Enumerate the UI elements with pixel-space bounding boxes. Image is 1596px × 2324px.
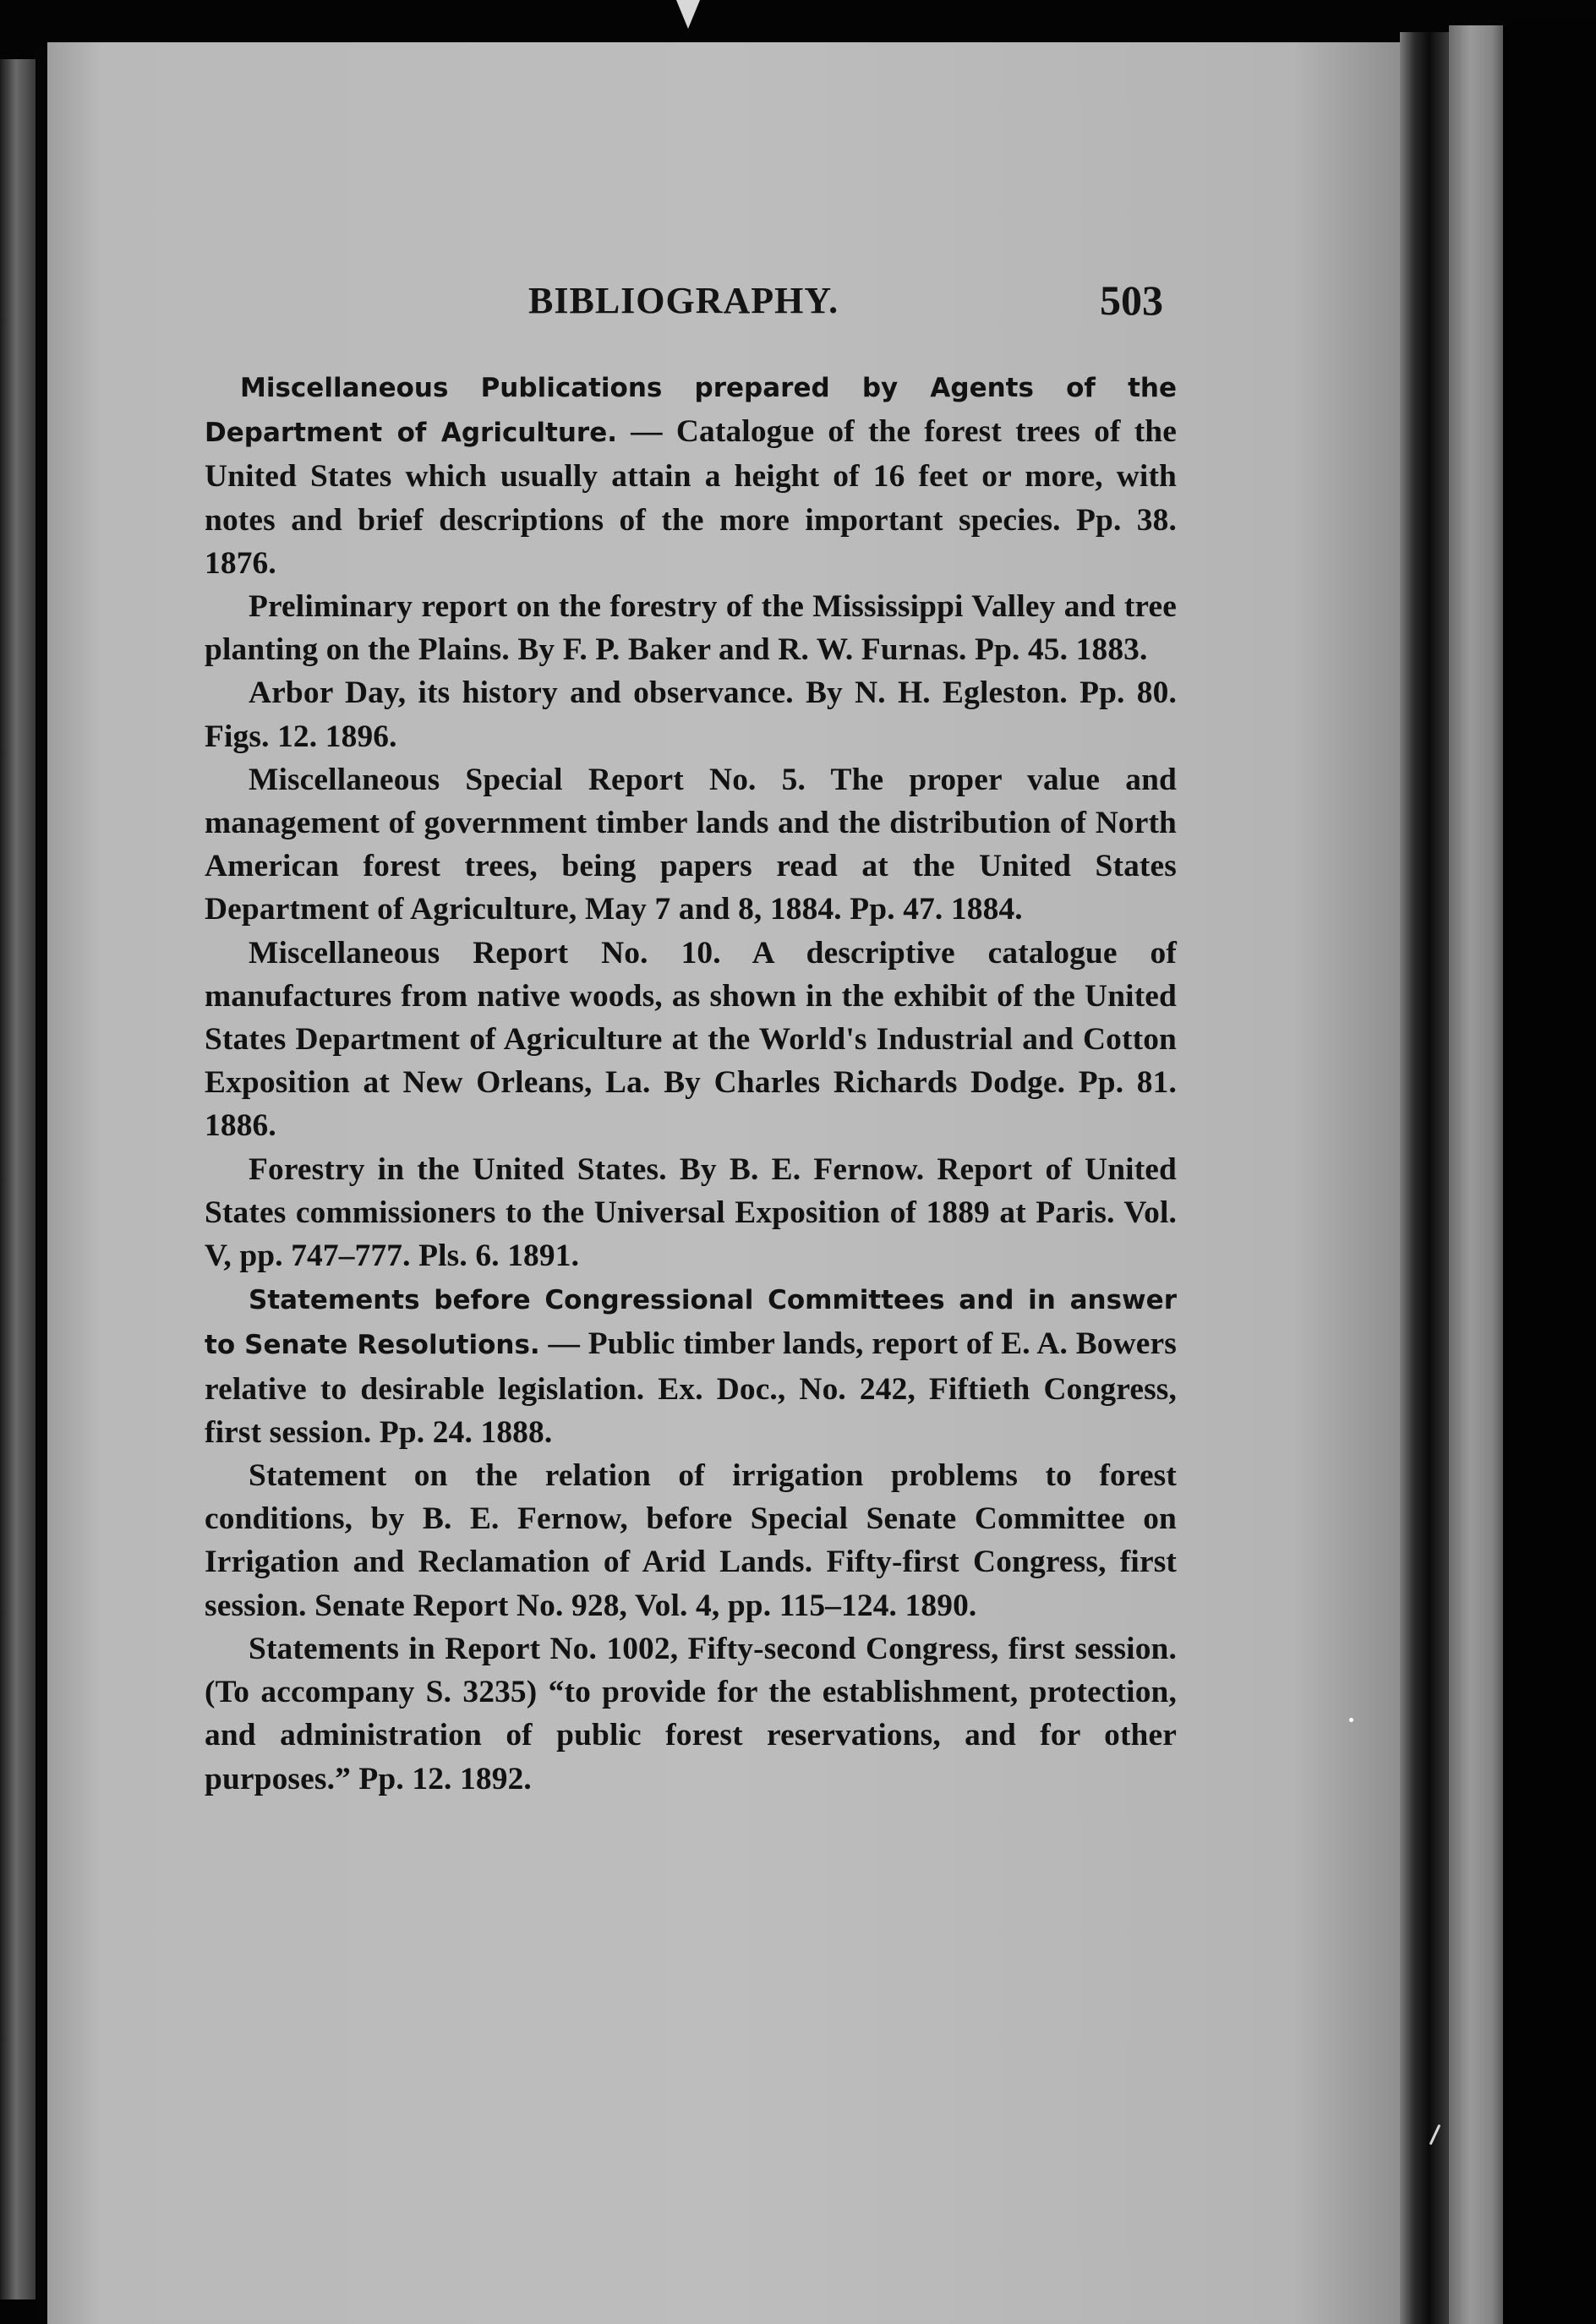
entry-paragraph: [205, 365, 1177, 585]
entry-paragraph: Statements in Report No. 1002, Fifty-second Congress, first session. (To accompany S. 3235) “to provide for the establishment, protection, and administration of public forest reservations, and for other purposes.” Pp. 12. 1892.: [205, 1631, 1177, 1796]
entry-text: Public timber lands, report of E. A. Bowers relative to desirable legislation. Ex. Doc., No. 242, Fiftieth Congress, first session. Pp. 24. 1888.: [205, 1326, 1177, 1450]
entry-paragraph: Statement on the relation of irrigation problems to forest conditions, by B. E. Fernow, before Special Senate Committee on Irrigation and Reclamation of Arid Lands. Fifty-first Congress, first session. Senate Report No. 928, Vol. 4, pp. 115–124. 1890.: [205, 1458, 1177, 1623]
entry-paragraph: Arbor Day, its history and observance. By N. H. Egleston. Pp. 80. Figs. 12. 1896.: [205, 675, 1177, 754]
entry-paragraph: Forestry in the United States. By B. E. Fernow. Report of United States commissioners to the Universal Exposition of 1889 at Paris. Vol. V, pp. 747–777. Pls. 6. 1891.: [205, 1151, 1177, 1274]
page-number: 503: [1100, 276, 1163, 324]
section-heading: Miscellaneous Publications prepared by Agents of the Department of Agriculture.: [205, 373, 1177, 449]
top-notch-mark: [676, 0, 700, 29]
section-separator: —: [617, 414, 676, 450]
running-header: [203, 276, 1167, 330]
entry-paragraph: Preliminary report on the forestry of the Mississippi Valley and tree planting on the Plains. By F. P. Baker and R. W. Furnas. Pp. 45. 1883.: [205, 589, 1177, 668]
bibliography-body: [205, 365, 1177, 1801]
page-stack-shadow: [1400, 32, 1449, 2324]
book-gutter: [36, 46, 47, 2321]
facing-page-edge: [0, 59, 36, 2299]
page-stack-edge: [1449, 25, 1503, 2324]
scan-margin-right: [1503, 17, 1596, 2324]
entry-paragraph: [205, 1277, 1177, 1454]
entry-paragraph: Miscellaneous Special Report No. 5. The proper value and management of government timber lands and the distribution of North American forest trees, being papers read at the United States Department of Agriculture, May 7 and 8, 1884. Pp. 47. 1884.: [205, 762, 1177, 927]
section-heading: Statements before Congressional Committees and in answer to Senate Resolutions.: [205, 1285, 1177, 1361]
dust-speck: [1349, 1718, 1353, 1722]
running-title: BIBLIOGRAPHY.: [528, 280, 839, 321]
section-separator: —: [539, 1326, 588, 1362]
entry-paragraph: Miscellaneous Report No. 10. A descriptive catalogue of manufactures from native woods, as shown in the exhibit of the United States Department of Agriculture at the World's Industrial and Cotton Exposition at New Orleans, La. By Charles Richards Dodge. Pp. 81. 1886.: [205, 935, 1177, 1144]
entry-text: Catalogue of the forest trees of the United States which usually attain a height of 16 feet or more, with notes and brief descriptions of the more important species. Pp. 38. 1876.: [205, 414, 1177, 581]
